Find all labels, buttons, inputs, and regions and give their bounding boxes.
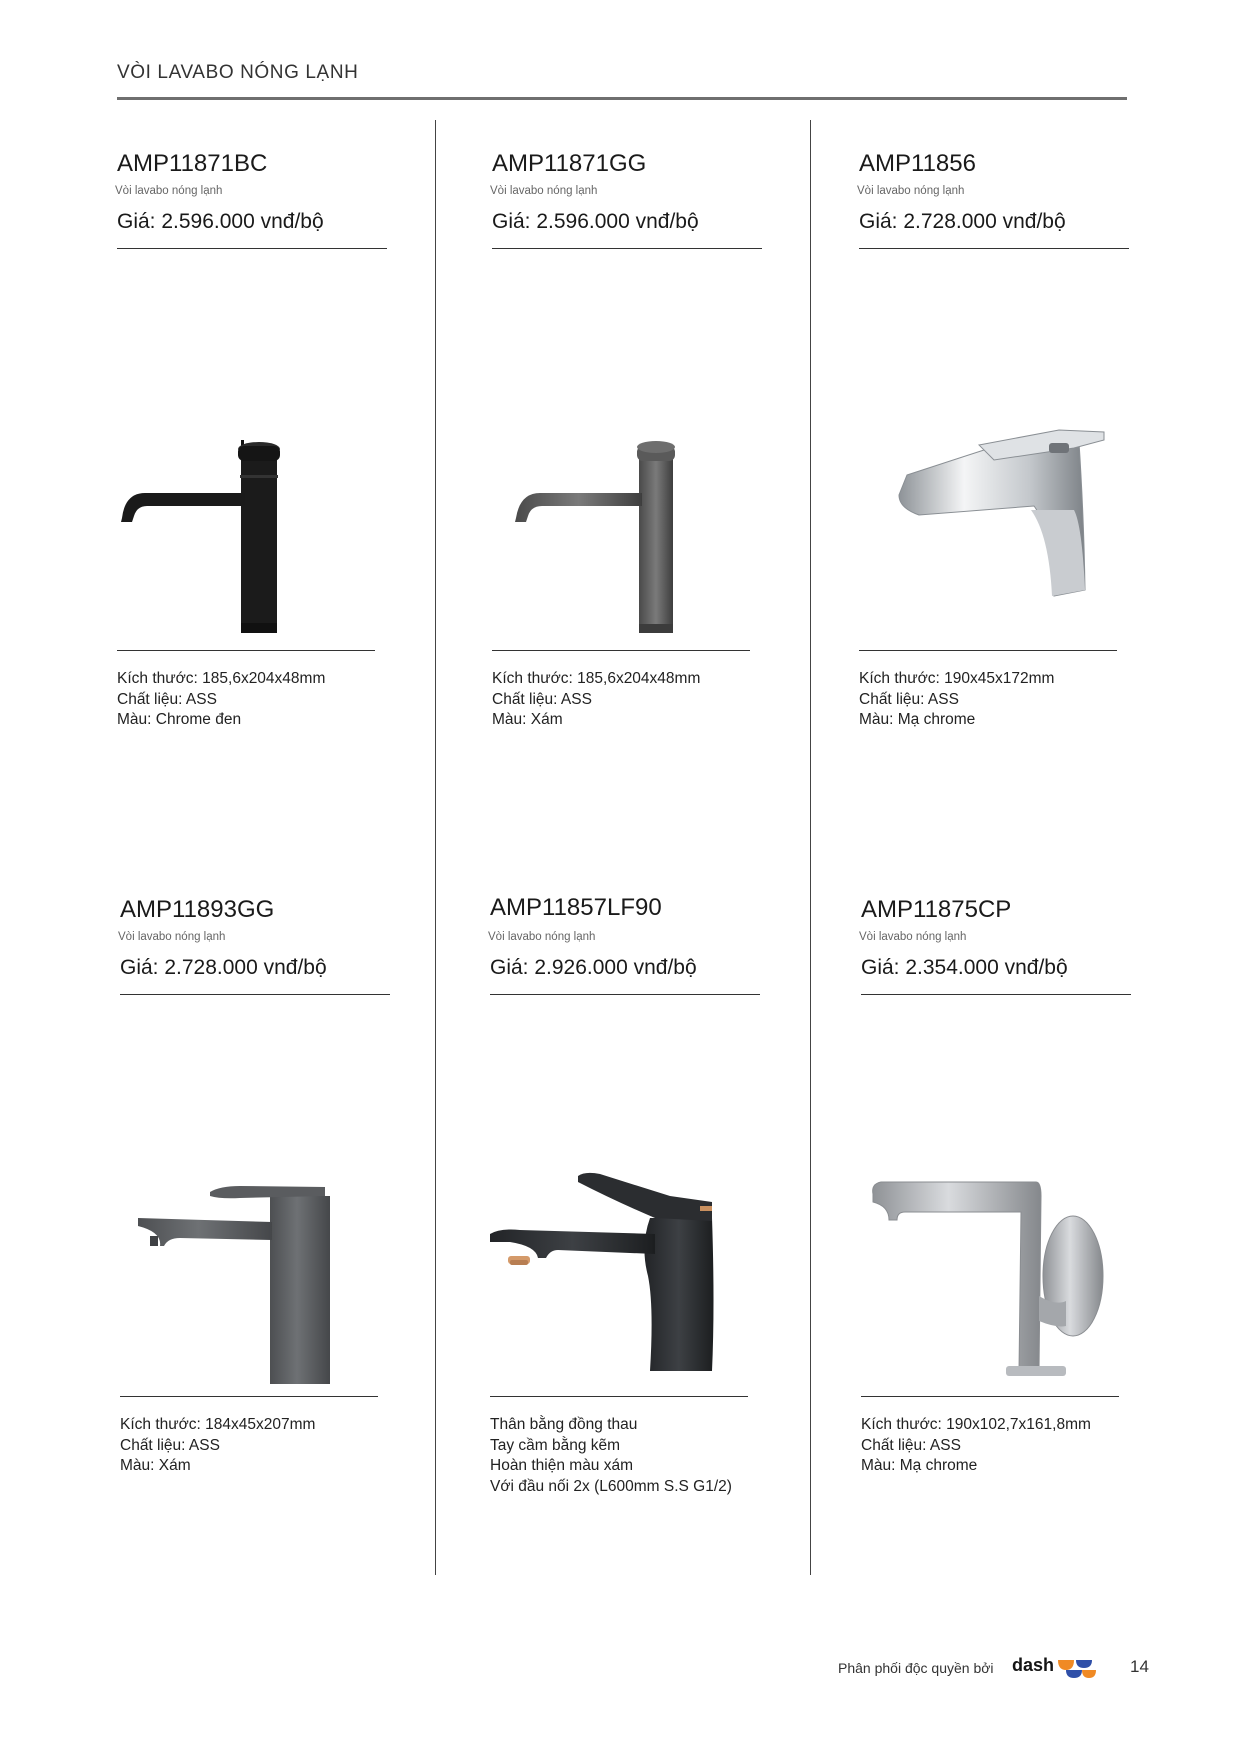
spec-line: Kích thước: 190x102,7x161,8mm: [861, 1416, 1091, 1433]
spec-line: Chất liệu: ASS: [859, 690, 959, 708]
price-divider: [490, 994, 760, 995]
product-specs: [490, 1415, 732, 1497]
gray-lever-faucet-image: [120, 1006, 390, 1386]
product-code: AMP11871BC: [117, 150, 268, 177]
spec-line: Tay cầm bằng kẽm: [490, 1436, 621, 1454]
product-specs: [859, 669, 1054, 731]
column-divider: [810, 120, 811, 1575]
spec-line: Kích thước: 184x45x207mm: [120, 1416, 316, 1433]
price-divider: [492, 248, 762, 249]
product-subtitle: Vòi lavabo nóng lạnh: [488, 931, 596, 943]
price-divider: [120, 994, 390, 995]
spec-line: Chất liệu: ASS: [120, 1436, 220, 1454]
product-price: Giá: 2.354.000 vnđ/bộ: [861, 956, 1068, 979]
spec-divider: [861, 1396, 1119, 1397]
spec-divider: [492, 650, 750, 651]
spec-line: Chất liệu: ASS: [492, 690, 592, 708]
spec-divider: [120, 1396, 378, 1397]
dash-logo: [1012, 1654, 1102, 1682]
chrome-faucet-image: [859, 260, 1129, 640]
spec-line: Chất liệu: ASS: [861, 1436, 961, 1454]
page-title: VÒI LAVABO NÓNG LẠNH: [117, 62, 359, 83]
spec-line: Màu: Mạ chrome: [859, 711, 976, 728]
gunmetal-faucet-image: [490, 1006, 760, 1386]
spec-divider: [490, 1396, 748, 1397]
product-subtitle: Vòi lavabo nóng lạnh: [115, 185, 223, 197]
price-divider: [859, 248, 1129, 249]
product-subtitle: Vòi lavabo nóng lạnh: [859, 931, 967, 943]
product-code: AMP11875CP: [861, 896, 1012, 923]
distribution-note: Phân phối độc quyền bởi: [838, 1660, 994, 1676]
product-price: Giá: 2.596.000 vnđ/bộ: [492, 210, 699, 233]
spec-line: Chất liệu: ASS: [117, 690, 217, 708]
product-code: AMP11871GG: [492, 150, 647, 177]
product-price: Giá: 2.596.000 vnđ/bộ: [117, 210, 324, 233]
spec-line: Màu: Xám: [492, 711, 563, 728]
spec-line: Màu: Chrome đen: [117, 711, 242, 728]
page-number: 14: [1130, 1657, 1149, 1676]
spec-line: Hoàn thiện màu xám: [490, 1457, 634, 1474]
spec-divider: [859, 650, 1117, 651]
spec-line: Kích thước: 185,6x204x48mm: [492, 670, 701, 687]
brand-name: dash: [1012, 1655, 1055, 1675]
product-price: Giá: 2.728.000 vnđ/bộ: [120, 956, 327, 979]
dash-logo-mark-icon: [1058, 1656, 1098, 1680]
price-divider: [117, 248, 387, 249]
spec-line: Kích thước: 185,6x204x48mm: [117, 670, 326, 687]
spec-line: Màu: Mạ chrome: [861, 1457, 978, 1474]
product-subtitle: Vòi lavabo nóng lạnh: [490, 185, 598, 197]
brushed-faucet-image: [861, 1006, 1131, 1386]
product-price: Giá: 2.926.000 vnđ/bộ: [490, 956, 697, 979]
black-faucet-image: [117, 260, 387, 640]
column-divider: [435, 120, 436, 1575]
product-specs: [117, 669, 325, 731]
header-divider: [117, 97, 1127, 100]
spec-line: Màu: Xám: [120, 1457, 191, 1474]
product-subtitle: Vòi lavabo nóng lạnh: [118, 931, 226, 943]
product-code: AMP11856: [859, 150, 976, 177]
gray-faucet-image: [492, 260, 762, 640]
product-code: AMP11893GG: [120, 896, 275, 923]
product-specs: [492, 669, 700, 731]
product-subtitle: Vòi lavabo nóng lạnh: [857, 185, 965, 197]
product-specs: [861, 1415, 1091, 1477]
price-divider: [861, 994, 1131, 995]
spec-line: Thân bằng đồng thau: [490, 1416, 638, 1433]
product-price: Giá: 2.728.000 vnđ/bộ: [859, 210, 1066, 233]
product-code: AMP11857LF90: [490, 894, 662, 921]
spec-line: Kích thước: 190x45x172mm: [859, 670, 1055, 687]
spec-divider: [117, 650, 375, 651]
product-specs: [120, 1415, 315, 1477]
spec-line: Với đầu nối 2x (L600mm S.S G1/2): [490, 1477, 732, 1495]
